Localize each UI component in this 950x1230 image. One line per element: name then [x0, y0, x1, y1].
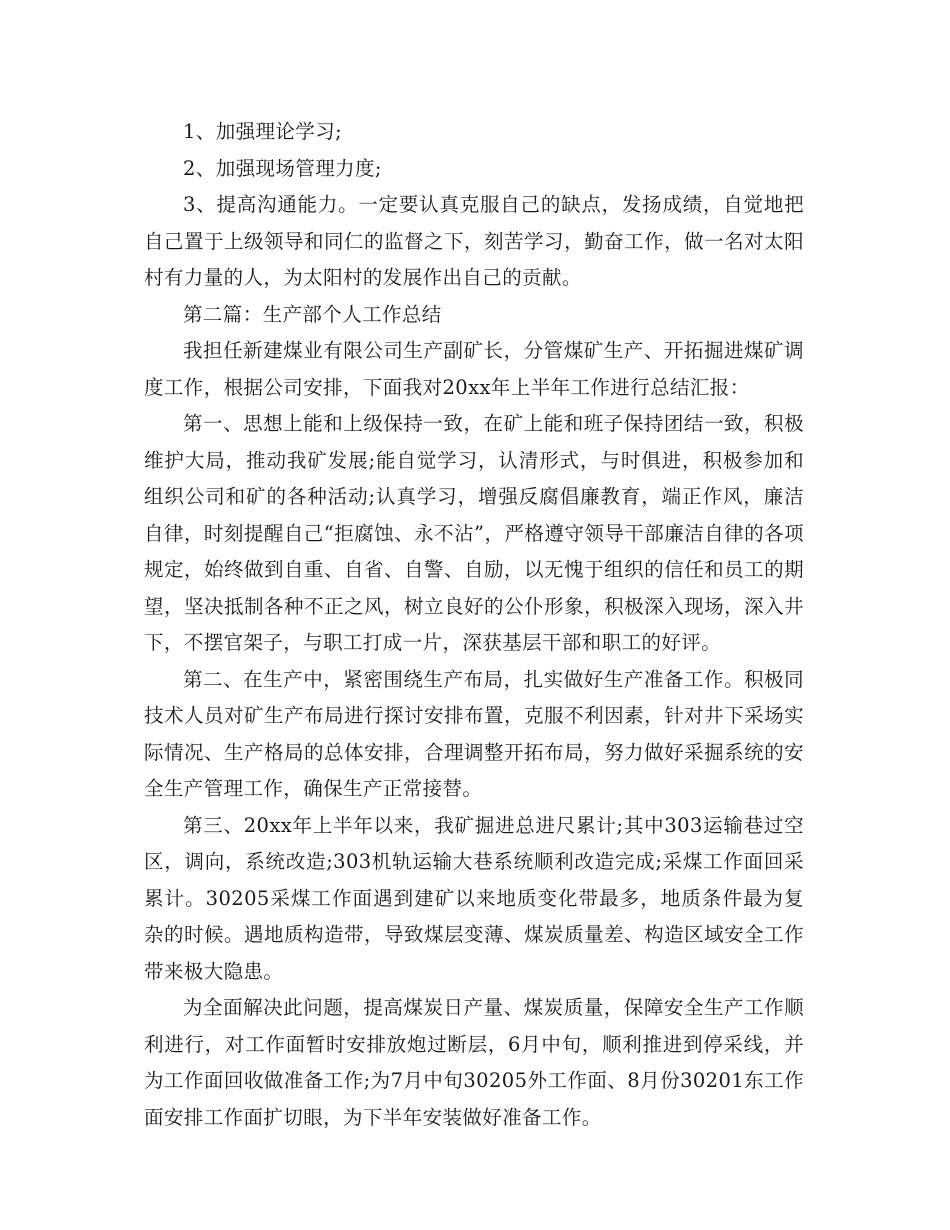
- list-item-3: 3、提高沟通能力。一定要认真克服自己的缺点，发扬成绩，自觉地把自己置于上级领导和同仁的监督之下，刻苦学习，勤奋工作，做一名对太阳村有力量的人，为太阳村的发展作出自己的贡献。: [144, 193, 804, 289]
- paragraph-intro: 我担任新建煤业有限公司生产副矿长，分管煤矿生产、开拓掘进煤矿调度工作，根据公司安排，下面我对20xx年上半年工作进行总结汇报：: [144, 339, 804, 399]
- list-item-1: 1、加强理论学习;: [183, 120, 343, 143]
- paragraph-second: 第二、在生产中，紧密围绕生产布局，扎实做好生产准备工作。积极同技术人员对矿生产布局进行探讨安排布置，克服不利因素，针对井下采场实际情况、生产格局的总体安排，合理调整开拓布局，努力做好采掘系统的安全生产管理工作，确保生产正常接替。: [144, 667, 804, 800]
- list-item-2: 2、加强现场管理力度;: [183, 156, 382, 180]
- document-body: [144, 114, 804, 1136]
- paragraph-third: 第三、20xx年上半年以来，我矿掘进总进尺累计;其中303运输巷过空区，调向，系统改造;303机轨运输大巷系统顺利改造完成;采煤工作面回采累计。30205采煤工作面遇到建矿以来地质变化带最多，地质条件最为复杂的时候。遇地质构造带，导致煤层变薄、煤炭质量差、构造区域安全工作带来极大隐患。: [144, 813, 804, 983]
- section-title: 第二篇：生产部个人工作总结: [183, 302, 442, 326]
- paragraph-first: 第一、思想上能和上级保持一致，在矿上能和班子保持团结一致，积极维护大局，推动我矿发展;能自觉学习，认清形式，与时俱进，积极参加和组织公司和矿的各种活动;认真学习，增强反腐倡廉教育，端正作风，廉洁自律，时刻提醒自己“拒腐蚀、永不沾”，严格遵守领导干部廉洁自律的各项规定，始终做到自重、自省、自警、自励，以无愧于组织的信任和员工的期望，坚决抵制各种不正之风，树立良好的公仆形象，积极深入现场，深入井下，不摆官架子，与职工打成一片，深获基层干部和职工的好评。: [144, 412, 804, 654]
- paragraph-fourth: 为全面解决此问题，提高煤炭日产量、煤炭质量，保障安全生产工作顺利进行，对工作面暂时安排放炮过断层，6月中旬，顺利推进到停采线，并为工作面回收做准备工作;为7月中旬30205外工作面、8月份30201东工作面安排工作面扩切眼，为下半年安装做好准备工作。: [144, 996, 804, 1129]
